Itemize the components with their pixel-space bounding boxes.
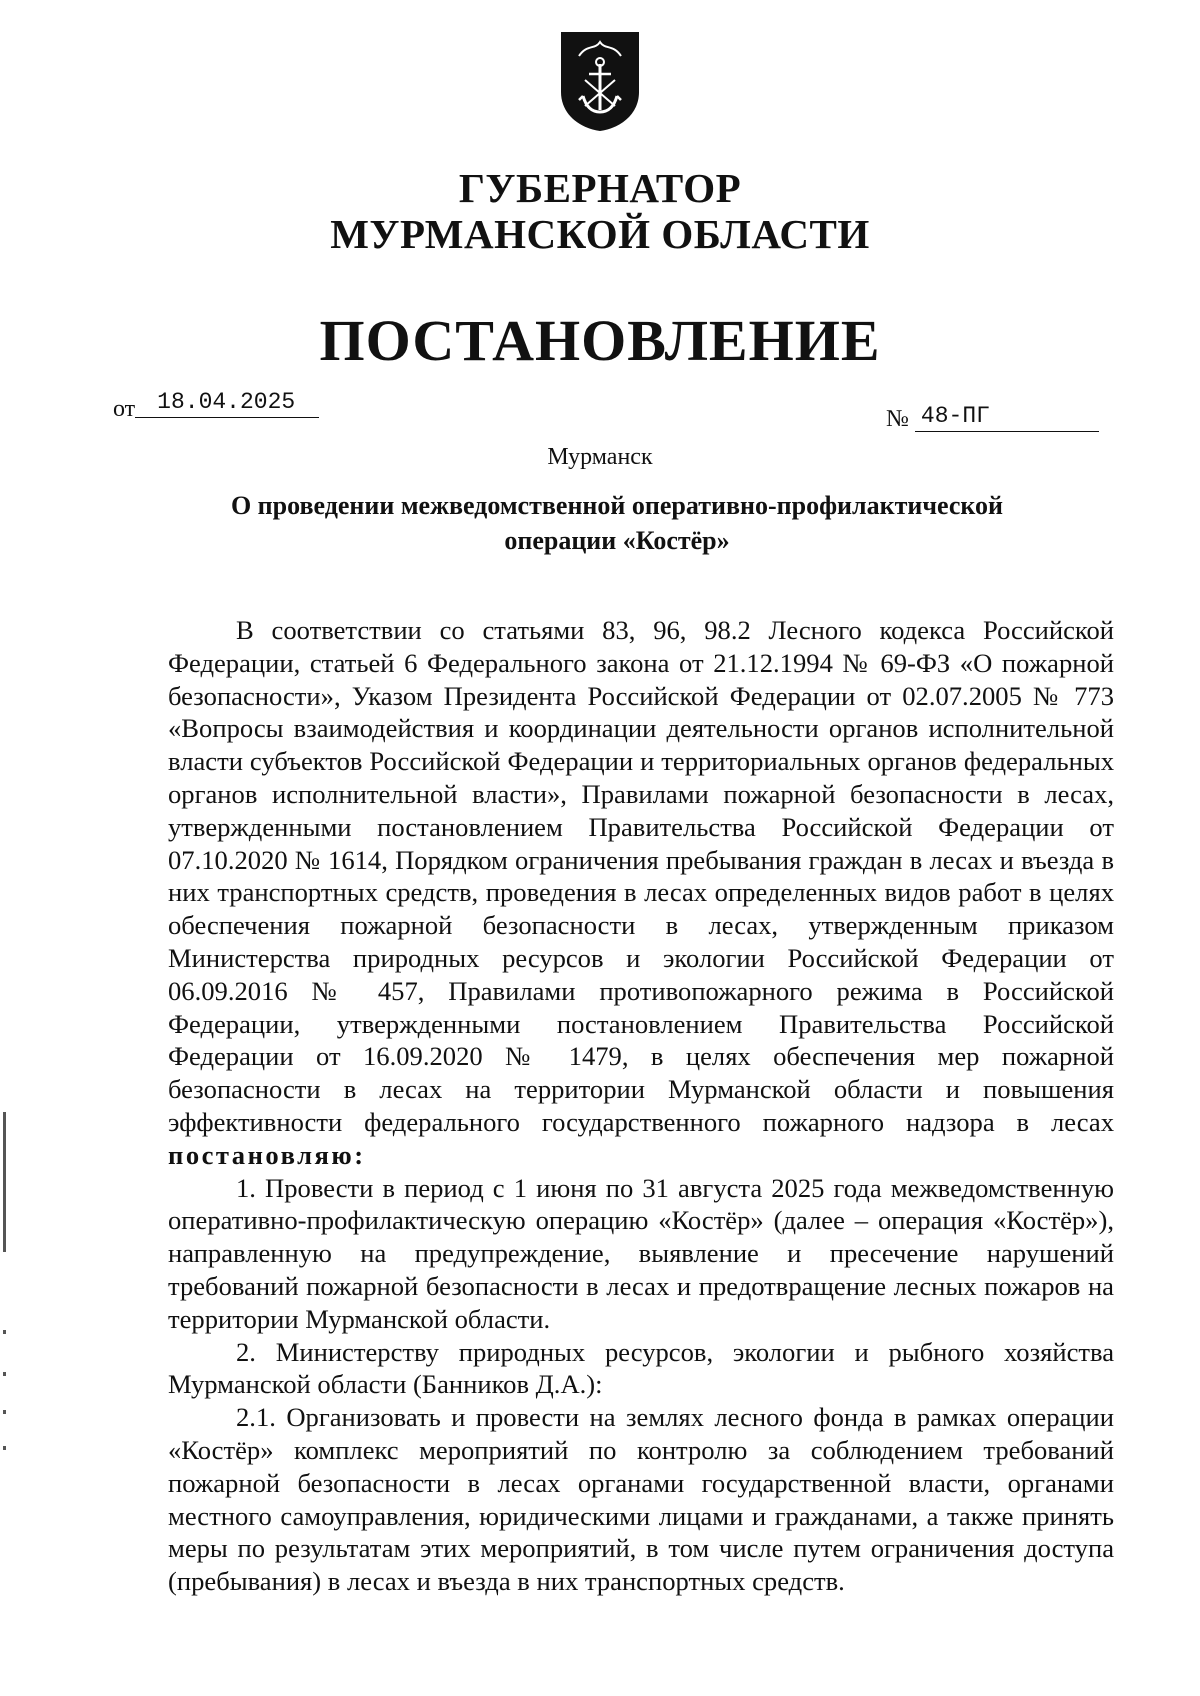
scan-edge-mark (3, 1410, 6, 1414)
coat-of-arms-emblem (559, 30, 641, 133)
scan-edge-mark (3, 1330, 6, 1334)
document-type: ПОСТАНОВЛЕНИЕ (319, 308, 881, 373)
scan-edge-mark (3, 1446, 6, 1450)
document-number: 48-ПГ (915, 401, 1099, 432)
resolve-word: постановляю: (168, 1139, 366, 1170)
document-date: 18.04.2025 (135, 387, 319, 418)
number-label: № (886, 406, 909, 432)
item-2-1-paragraph: 2.1. Организовать и провести на землях лесного фонда в рамках операции «Костёр» комплекс мероприятий по контролю за соблюдением требований пожарной безопасности в лесах органами государственной власти, органами местного самоуправления, юридическими лицами и гражданами, а также принять меры по результатам этих мероприятий, в том числе путем ограничения доступа (пребывания) в лесах и въезда в них транспортных средств. (168, 1402, 1114, 1597)
item-1-paragraph: 1. Провести в период с 1 июня по 31 августа 2025 года межведомственную оперативно-профилактическую операцию «Костёр» (далее – операция «Костёр»), направленную на предупреждение, выявление и пресечение нарушений требований пожарной безопасности в лесах и предотвращение лесных пожаров на территории Мурманской области. (168, 1172, 1114, 1334)
date-field (113, 389, 319, 426)
document-title-line1: О проведении межведомственной оперативно-профилактической (230, 491, 1004, 520)
scan-edge-mark (3, 1112, 6, 1252)
city: Мурманск (547, 444, 653, 470)
item-2-paragraph: 2. Министерству природных ресурсов, экологии и рыбного хозяйства Мурманской области (Банников Д.А.): (168, 1336, 1114, 1400)
number-field (886, 404, 1099, 436)
document-title (160, 488, 1074, 558)
preamble-paragraph (168, 614, 1114, 1172)
scan-edge-mark (3, 1372, 6, 1376)
date-label: от (113, 396, 136, 422)
document-body (168, 614, 1114, 1598)
org-title-line1: ГУБЕРНАТОР (458, 165, 742, 211)
preamble-text: В соответствии со статьями 83, 96, 98.2 Лесного кодекса Российской Федерации, статьей 6 Федерального закона от 21.12.1994 № 69-ФЗ «О пожарной безопасности», Указом Президента Российской Федерации от 02.07.2005 № 773 «Вопросы взаимодействия и координации деятельности органов исполнительной власти субъектов Российской Федерации и территориальных органов федеральных органов исполнительной власти», Правилами пожарной безопасности в лесах, утвержденными постановлением Правительства Российской Федерации от 07.10.2020 № 1614, Порядком ограничения пребывания граждан в лесах и въезда в них транспортных средств, проведения в лесах определенных видов работ в целях обеспечения пожарной безопасности в лесах, утвержденным приказом Министерства природных ресурсов и экологии Российской Федерации от 06.09.2016 № 457, Правилами противопожарного режима в Российской Федерации, утвержденными постановлением Правительства Российской Федерации от 16.09.2020 № 1479, в целях обеспечения мер пожарной безопасности в лесах на территории Мурманской области и повышения эффективности федерального государственного пожарного надзора в лесах (168, 615, 1114, 1137)
org-title-line2: МУРМАНСКОЙ ОБЛАСТИ (330, 211, 870, 257)
document-title-line2: операции «Костёр» (504, 526, 730, 555)
